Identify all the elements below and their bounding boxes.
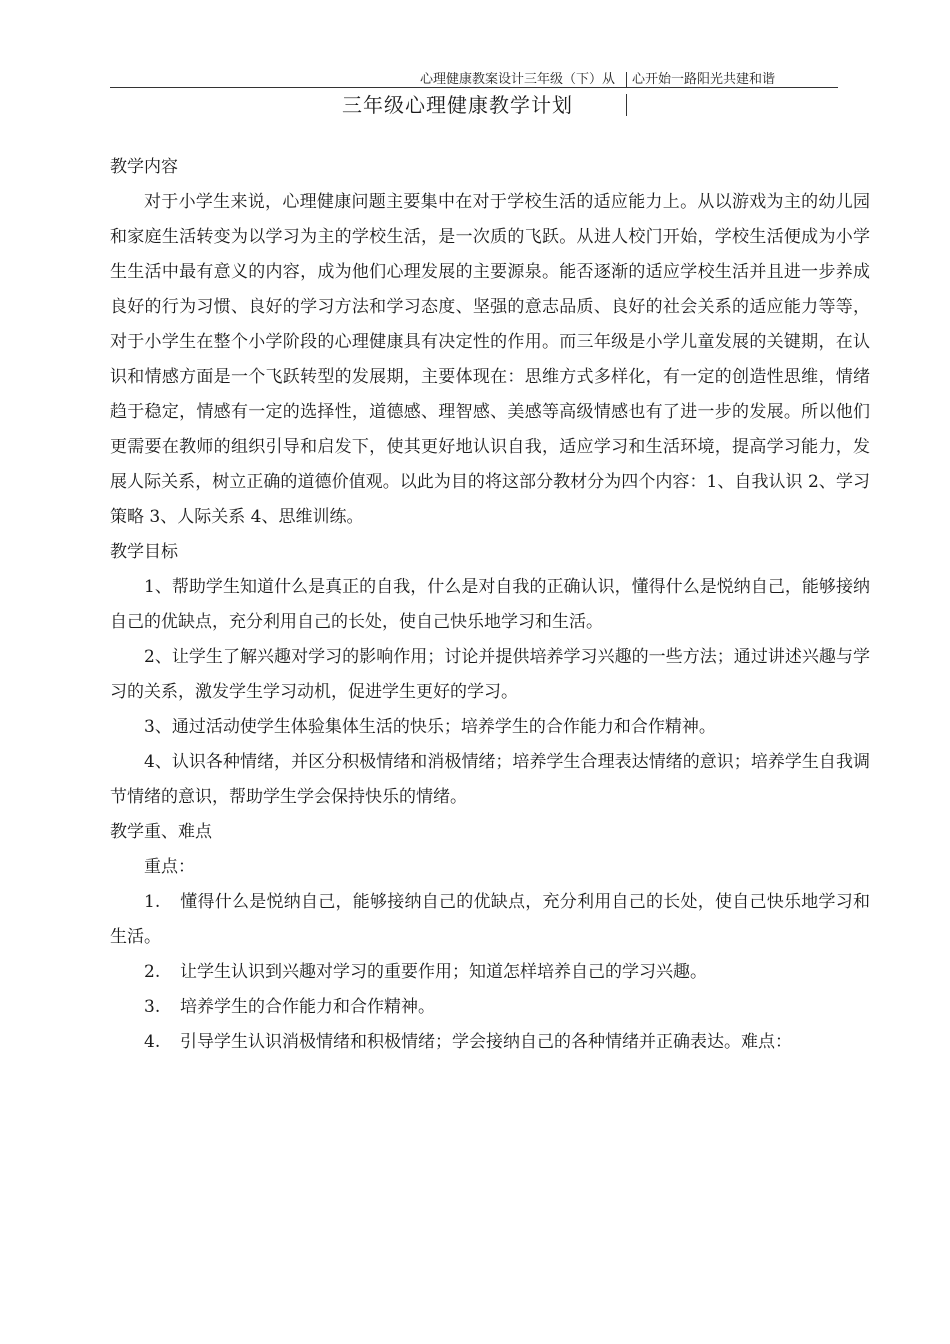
page-title: 三年级心理健康教学计划 [342,93,573,117]
header-left-text: 心理健康教案设计三年级（下）从 [420,72,616,87]
key-point-item [110,1025,870,1060]
key-point-item [110,885,870,955]
goal-item: 2、让学生了解兴趣对学习的影响作用；讨论并提供培养学习兴趣的一些方法；通过讲述兴趣与学习的关系，激发学生学习动机，促进学生更好的学习。 [110,647,870,702]
title-divider [626,94,627,116]
key-points-label: 重点： [144,857,195,877]
key-point-text: 让学生认识到兴趣对学习的重要作用；知道怎样培养自己的学习兴趣。 [180,962,707,982]
goal-item: 4、认识各种情绪，并区分积极情绪和消极情绪；培养学生合理表达情绪的意识；培养学生自我调节情绪的意识，帮助学生学会保持快乐的情绪。 [110,752,870,807]
header-right-text: 心开始一路阳光共建和谐 [632,72,776,87]
document-body [110,150,870,1060]
header-divider [626,72,627,88]
key-point-text: 懂得什么是悦纳自己，能够接纳自己的优缺点，充分利用自己的长处，使自己快乐地学习和生活。 [110,892,870,947]
goal-item: 3、通过活动使学生体验集体生活的快乐；培养学生的合作能力和合作精神。 [144,717,716,737]
key-point-number: 1. [144,892,161,912]
section-heading-key-points: 教学重、难点 [110,822,212,842]
section-heading-content: 教学内容 [110,157,178,177]
goal-item: 1、帮助学生知道什么是真正的自我，什么是对自我的正确认识，懂得什么是悦纳自己，能够接纳自己的优缺点，充分利用自己的长处，使自己快乐地学习和生活。 [110,577,870,632]
key-point-number: 2. [144,962,161,982]
content-paragraph: 对于小学生来说，心理健康问题主要集中在对于学校生活的适应能力上。从以游戏为主的幼儿园和家庭生活转变为以学习为主的学校生活，是一次质的飞跃。从进人校门开始，学校生活便成为小学生生活中最有意义的内容，成为他们心理发展的主要源泉。能否逐渐的适应学校生活并且进一步养成良好的行为习惯、良好的学习方法和学习态度、坚强的意志品质、良好的社会关系的适应能力等等，对于小学生在整个小学阶段的心理健康具有决定性的作用。而三年级是小学儿童发展的关键期，在认识和情感方面是一个飞跃转型的发展期，主要体现在：思维方式多样化，有一定的创造性思维，情绪趋于稳定，情感有一定的选择性，道德感、理智感、美感等高级情感也有了进一步的发展。所以他们更需要在教师的组织引导和启发下，使其更好地认识自我，适应学习和生活环境，提高学习能力，发展人际关系，树立正确的道德价值观。以此为目的将这部分教材分为四个内容：1、自我认识 2、学习策略 3、人际关系 4、思维训练。 [110,192,870,527]
key-point-item [110,955,870,990]
key-point-item [110,990,870,1025]
section-heading-goals: 教学目标 [110,542,178,562]
key-point-text: 引导学生认识消极情绪和积极情绪；学会接纳自己的各种情绪并正确表达。难点： [180,1032,792,1052]
header-rule [110,87,838,88]
key-point-text: 培养学生的合作能力和合作精神。 [180,997,435,1017]
key-point-number: 3. [144,997,161,1017]
key-point-number: 4. [144,1032,161,1052]
